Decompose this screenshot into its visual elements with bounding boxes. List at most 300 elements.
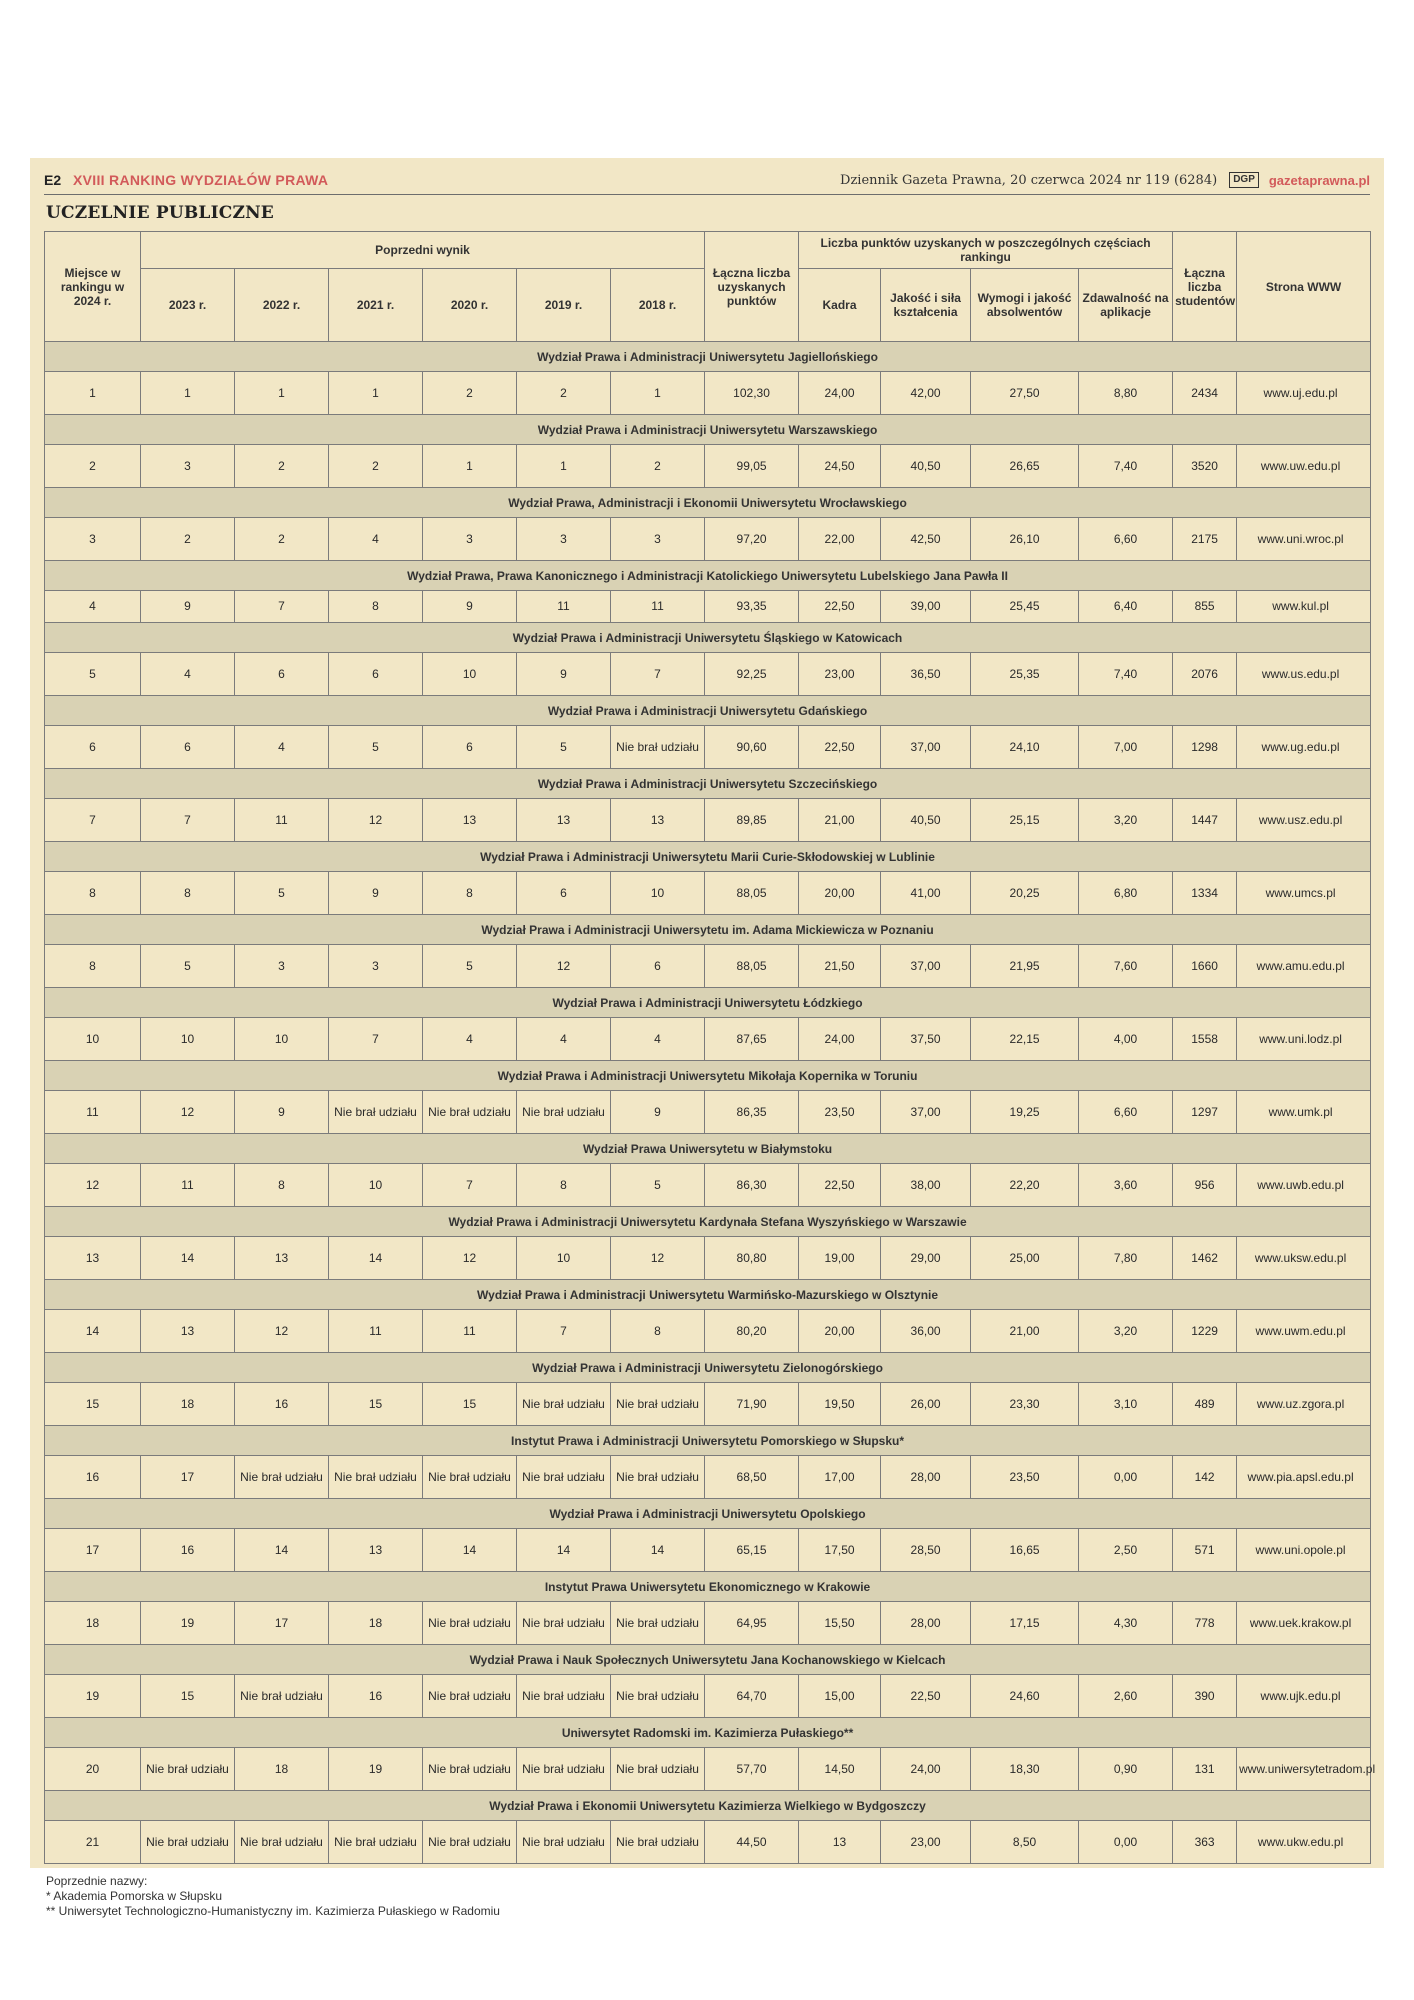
cell-prev-2021: 7 — [329, 1018, 423, 1061]
faculty-name-row — [45, 415, 1371, 445]
cell-prev-2022: 7 — [235, 591, 329, 623]
cell-total-points: 86,30 — [705, 1164, 799, 1207]
cell-students-count: 855 — [1173, 591, 1237, 623]
faculty-name: Wydział Prawa i Administracji Uniwersytetu Jagiellońskiego — [45, 342, 1371, 372]
cell-total-points: 90,60 — [705, 726, 799, 769]
header-year-2021: 2021 r. — [329, 269, 423, 342]
cell-prev-2018: Nie brał udziału — [611, 1675, 705, 1718]
cell-www-link[interactable]: www.uksw.edu.pl — [1237, 1237, 1371, 1280]
cell-education-points: 22,50 — [881, 1675, 971, 1718]
cell-graduate-points: 25,00 — [971, 1237, 1079, 1280]
cell-prev-2019: Nie brał udziału — [517, 1748, 611, 1791]
cell-education-points: 28,50 — [881, 1529, 971, 1572]
cell-pass-rate-points: 8,80 — [1079, 372, 1173, 415]
faculty-name-row — [45, 1207, 1371, 1237]
cell-prev-2018: 1 — [611, 372, 705, 415]
cell-students-count: 1229 — [1173, 1310, 1237, 1353]
faculty-name: Wydział Prawa i Administracji Uniwersytetu Warszawskiego — [45, 415, 1371, 445]
page-header — [44, 168, 1370, 195]
cell-prev-2023: 14 — [141, 1237, 235, 1280]
cell-prev-2018: 10 — [611, 872, 705, 915]
cell-prev-2019: 11 — [517, 591, 611, 623]
cell-students-count: 1298 — [1173, 726, 1237, 769]
cell-prev-2023: 7 — [141, 799, 235, 842]
cell-prev-2022: 17 — [235, 1602, 329, 1645]
table-row — [45, 1164, 1371, 1207]
cell-prev-2019: 14 — [517, 1529, 611, 1572]
cell-prev-2018: 13 — [611, 799, 705, 842]
faculty-name-row — [45, 696, 1371, 726]
cell-prev-2019: Nie brał udziału — [517, 1821, 611, 1864]
cell-prev-2021: 3 — [329, 945, 423, 988]
cell-prev-2021: 18 — [329, 1602, 423, 1645]
cell-prev-2020: 11 — [423, 1310, 517, 1353]
cell-prev-2022: 9 — [235, 1091, 329, 1134]
table-row — [45, 518, 1371, 561]
faculty-name: Instytut Prawa Uniwersytetu Ekonomicznego w Krakowie — [45, 1572, 1371, 1602]
site-link[interactable]: gazetaprawna.pl — [1268, 172, 1370, 188]
header-parts: Liczba punktów uzyskanych w poszczególnych częściach rankingu — [799, 232, 1173, 269]
cell-prev-2019: 10 — [517, 1237, 611, 1280]
dgp-logo: DGP — [1229, 172, 1259, 188]
cell-pass-rate-points: 3,20 — [1079, 799, 1173, 842]
cell-pass-rate-points: 3,60 — [1079, 1164, 1173, 1207]
cell-prev-2022: 16 — [235, 1383, 329, 1426]
cell-graduate-points: 26,10 — [971, 518, 1079, 561]
faculty-name: Wydział Prawa i Nauk Społecznych Uniwersytetu Jana Kochanowskiego w Kielcach — [45, 1645, 1371, 1675]
cell-rank-2024: 18 — [45, 1602, 141, 1645]
header-students: Łączna liczba studentów — [1173, 232, 1237, 342]
cell-pass-rate-points: 2,50 — [1079, 1529, 1173, 1572]
faculty-name-row — [45, 1426, 1371, 1456]
cell-pass-rate-points: 0,00 — [1079, 1456, 1173, 1499]
faculty-name-row — [45, 988, 1371, 1018]
cell-prev-2023: 8 — [141, 872, 235, 915]
cell-prev-2021: 19 — [329, 1748, 423, 1791]
cell-www-link[interactable]: www.uz.zgora.pl — [1237, 1383, 1371, 1426]
cell-students-count: 1447 — [1173, 799, 1237, 842]
cell-rank-2024: 10 — [45, 1018, 141, 1061]
cell-education-points: 23,00 — [881, 1821, 971, 1864]
cell-kadra-points: 22,00 — [799, 518, 881, 561]
cell-rank-2024: 12 — [45, 1164, 141, 1207]
cell-prev-2018: Nie brał udziału — [611, 726, 705, 769]
cell-prev-2018: 8 — [611, 1310, 705, 1353]
header-year-2023: 2023 r. — [141, 269, 235, 342]
faculty-name: Wydział Prawa i Administracji Uniwersytetu Zielonogórskiego — [45, 1353, 1371, 1383]
cell-prev-2019: 12 — [517, 945, 611, 988]
table-row — [45, 1383, 1371, 1426]
cell-kadra-points: 13 — [799, 1821, 881, 1864]
cell-prev-2023: 18 — [141, 1383, 235, 1426]
faculty-name-row — [45, 1280, 1371, 1310]
cell-prev-2022: 3 — [235, 945, 329, 988]
cell-students-count: 1558 — [1173, 1018, 1237, 1061]
cell-www-link[interactable]: www.uni.wroc.pl — [1237, 518, 1371, 561]
header-year-2022: 2022 r. — [235, 269, 329, 342]
cell-rank-2024: 1 — [45, 372, 141, 415]
header-graduate-requirements: Wymogi i jakość absolwentów — [971, 269, 1079, 342]
cell-prev-2018: 11 — [611, 591, 705, 623]
cell-graduate-points: 21,95 — [971, 945, 1079, 988]
cell-rank-2024: 15 — [45, 1383, 141, 1426]
cell-www-link[interactable]: www.uni.opole.pl — [1237, 1529, 1371, 1572]
cell-prev-2023: 6 — [141, 726, 235, 769]
cell-prev-2019: Nie brał udziału — [517, 1456, 611, 1499]
cell-total-points: 64,95 — [705, 1602, 799, 1645]
cell-pass-rate-points: 6,60 — [1079, 1091, 1173, 1134]
cell-rank-2024: 5 — [45, 653, 141, 696]
cell-prev-2019: 4 — [517, 1018, 611, 1061]
cell-graduate-points: 20,25 — [971, 872, 1079, 915]
table-row — [45, 1018, 1371, 1061]
cell-prev-2022: Nie brał udziału — [235, 1456, 329, 1499]
cell-education-points: 36,50 — [881, 653, 971, 696]
cell-prev-2022: 13 — [235, 1237, 329, 1280]
cell-total-points: 86,35 — [705, 1091, 799, 1134]
ranking-title: XVIII RANKING WYDZIAŁÓW PRAWA — [73, 172, 329, 188]
table-row — [45, 945, 1371, 988]
cell-total-points: 87,65 — [705, 1018, 799, 1061]
cell-prev-2023: 19 — [141, 1602, 235, 1645]
faculty-name-row — [45, 1499, 1371, 1529]
cell-kadra-points: 24,00 — [799, 1018, 881, 1061]
cell-prev-2022: Nie brał udziału — [235, 1821, 329, 1864]
cell-rank-2024: 17 — [45, 1529, 141, 1572]
cell-prev-2018: 2 — [611, 445, 705, 488]
cell-www-link[interactable]: www.umk.pl — [1237, 1091, 1371, 1134]
cell-www-link[interactable]: www.umcs.pl — [1237, 872, 1371, 915]
cell-prev-2022: 2 — [235, 445, 329, 488]
cell-prev-2023: 4 — [141, 653, 235, 696]
footnote-heading: Poprzednie nazwy: — [46, 1874, 148, 1888]
cell-prev-2019: Nie brał udziału — [517, 1383, 611, 1426]
cell-prev-2020: 12 — [423, 1237, 517, 1280]
cell-prev-2020: 13 — [423, 799, 517, 842]
cell-pass-rate-points: 4,30 — [1079, 1602, 1173, 1645]
cell-rank-2024: 7 — [45, 799, 141, 842]
cell-education-points: 39,00 — [881, 591, 971, 623]
cell-prev-2018: 6 — [611, 945, 705, 988]
cell-rank-2024: 4 — [45, 591, 141, 623]
faculty-name: Wydział Prawa i Administracji Uniwersytetu Szczecińskiego — [45, 769, 1371, 799]
cell-www-link[interactable]: www.ug.edu.pl — [1237, 726, 1371, 769]
faculty-name-row — [45, 1645, 1371, 1675]
cell-students-count: 571 — [1173, 1529, 1237, 1572]
cell-students-count: 2434 — [1173, 372, 1237, 415]
cell-prev-2021: 14 — [329, 1237, 423, 1280]
cell-prev-2022: 8 — [235, 1164, 329, 1207]
table-row — [45, 372, 1371, 415]
cell-prev-2023: 16 — [141, 1529, 235, 1572]
header-total-points: Łączna liczba uzyskanych punktów — [705, 232, 799, 342]
cell-prev-2019: Nie brał udziału — [517, 1602, 611, 1645]
cell-education-points: 42,00 — [881, 372, 971, 415]
cell-kadra-points: 24,50 — [799, 445, 881, 488]
cell-prev-2023: 12 — [141, 1091, 235, 1134]
cell-education-points: 36,00 — [881, 1310, 971, 1353]
cell-rank-2024: 8 — [45, 872, 141, 915]
cell-total-points: 65,15 — [705, 1529, 799, 1572]
cell-pass-rate-points: 3,20 — [1079, 1310, 1173, 1353]
cell-prev-2023: 17 — [141, 1456, 235, 1499]
cell-graduate-points: 23,50 — [971, 1456, 1079, 1499]
cell-prev-2021: 4 — [329, 518, 423, 561]
cell-rank-2024: 19 — [45, 1675, 141, 1718]
cell-www-link[interactable]: www.uj.edu.pl — [1237, 372, 1371, 415]
ranking-table-body — [45, 342, 1376, 1864]
cell-graduate-points: 19,25 — [971, 1091, 1079, 1134]
cell-graduate-points: 17,15 — [971, 1602, 1079, 1645]
cell-prev-2022: 5 — [235, 872, 329, 915]
cell-education-points: 41,00 — [881, 872, 971, 915]
cell-pass-rate-points: 6,40 — [1079, 591, 1173, 623]
cell-students-count: 778 — [1173, 1602, 1237, 1645]
cell-prev-2021: 16 — [329, 1675, 423, 1718]
faculty-name-row — [45, 1353, 1371, 1383]
cell-graduate-points: 24,10 — [971, 726, 1079, 769]
cell-kadra-points: 14,50 — [799, 1748, 881, 1791]
cell-www-link[interactable]: www.us.edu.pl — [1237, 653, 1371, 696]
cell-prev-2023: 15 — [141, 1675, 235, 1718]
cell-prev-2022: 2 — [235, 518, 329, 561]
cell-pass-rate-points: 7,00 — [1079, 726, 1173, 769]
cell-students-count: 1660 — [1173, 945, 1237, 988]
cell-prev-2020: 9 — [423, 591, 517, 623]
cell-prev-2020: Nie brał udziału — [423, 1456, 517, 1499]
cell-prev-2021: 2 — [329, 445, 423, 488]
cell-www-link[interactable]: www.ujk.edu.pl — [1237, 1675, 1371, 1718]
cell-prev-2022: 11 — [235, 799, 329, 842]
cell-prev-2018: 9 — [611, 1091, 705, 1134]
cell-total-points: 97,20 — [705, 518, 799, 561]
faculty-name-row — [45, 842, 1371, 872]
table-row — [45, 1821, 1371, 1864]
faculty-name: Wydział Prawa i Administracji Uniwersytetu Opolskiego — [45, 1499, 1371, 1529]
cell-prev-2018: 14 — [611, 1529, 705, 1572]
cell-education-points: 37,00 — [881, 726, 971, 769]
cell-prev-2018: Nie brał udziału — [611, 1602, 705, 1645]
cell-kadra-points: 17,50 — [799, 1529, 881, 1572]
cell-kadra-points: 19,50 — [799, 1383, 881, 1426]
cell-prev-2019: Nie brał udziału — [517, 1675, 611, 1718]
cell-prev-2018: Nie brał udziału — [611, 1748, 705, 1791]
cell-graduate-points: 25,35 — [971, 653, 1079, 696]
cell-www-link[interactable]: www.uek.krakow.pl — [1237, 1602, 1371, 1645]
cell-prev-2018: 4 — [611, 1018, 705, 1061]
cell-prev-2022: 14 — [235, 1529, 329, 1572]
cell-prev-2018: 5 — [611, 1164, 705, 1207]
faculty-name-row — [45, 1572, 1371, 1602]
cell-www-link[interactable]: www.usz.edu.pl — [1237, 799, 1371, 842]
cell-www-link[interactable]: www.amu.edu.pl — [1237, 945, 1371, 988]
cell-students-count: 131 — [1173, 1748, 1237, 1791]
cell-prev-2020: 4 — [423, 1018, 517, 1061]
cell-total-points: 88,05 — [705, 945, 799, 988]
faculty-name-row — [45, 561, 1371, 591]
cell-www-link[interactable]: www.uw.edu.pl — [1237, 445, 1371, 488]
cell-prev-2021: 11 — [329, 1310, 423, 1353]
cell-prev-2020: Nie brał udziału — [423, 1675, 517, 1718]
cell-prev-2021: 5 — [329, 726, 423, 769]
faculty-name: Wydział Prawa i Administracji Uniwersytetu Mikołaja Kopernika w Toruniu — [45, 1061, 1371, 1091]
cell-prev-2020: 10 — [423, 653, 517, 696]
table-row — [45, 653, 1371, 696]
cell-rank-2024: 13 — [45, 1237, 141, 1280]
cell-kadra-points: 15,00 — [799, 1675, 881, 1718]
cell-prev-2023: 2 — [141, 518, 235, 561]
cell-prev-2018: Nie brał udziału — [611, 1821, 705, 1864]
cell-www-link[interactable]: www.pia.apsl.edu.pl — [1237, 1456, 1371, 1499]
faculty-name: Wydział Prawa i Administracji Uniwersytetu Kardynała Stefana Wyszyńskiego w Warszawie — [45, 1207, 1371, 1237]
faculty-name-row — [45, 915, 1371, 945]
cell-kadra-points: 20,00 — [799, 872, 881, 915]
cell-total-points: 80,20 — [705, 1310, 799, 1353]
cell-education-points: 40,50 — [881, 445, 971, 488]
cell-education-points: 37,50 — [881, 1018, 971, 1061]
cell-prev-2019: Nie brał udziału — [517, 1091, 611, 1134]
footnote-1: * Akademia Pomorska w Słupsku — [46, 1889, 223, 1903]
cell-students-count: 1297 — [1173, 1091, 1237, 1134]
cell-prev-2020: Nie brał udziału — [423, 1602, 517, 1645]
cell-prev-2022: 12 — [235, 1310, 329, 1353]
faculty-name: Wydział Prawa, Prawa Kanonicznego i Administracji Katolickiego Uniwersytetu Lubelskiego Jana Pawła II — [45, 561, 1371, 591]
cell-prev-2020: 14 — [423, 1529, 517, 1572]
table-row — [45, 1748, 1371, 1791]
cell-students-count: 1334 — [1173, 872, 1237, 915]
table-row — [45, 1456, 1371, 1499]
cell-www-link[interactable]: www.uwb.edu.pl — [1237, 1164, 1371, 1207]
cell-www-link[interactable]: www.uniwersytetradom.pl — [1237, 1748, 1371, 1791]
cell-kadra-points: 23,50 — [799, 1091, 881, 1134]
cell-graduate-points: 22,20 — [971, 1164, 1079, 1207]
cell-prev-2020: 1 — [423, 445, 517, 488]
cell-education-points: 29,00 — [881, 1237, 971, 1280]
cell-students-count: 390 — [1173, 1675, 1237, 1718]
faculty-name: Wydział Prawa i Administracji Uniwersytetu Marii Curie-Skłodowskiej w Lublinie — [45, 842, 1371, 872]
cell-kadra-points: 17,00 — [799, 1456, 881, 1499]
table-row — [45, 591, 1371, 623]
cell-prev-2019: 9 — [517, 653, 611, 696]
cell-education-points: 37,00 — [881, 1091, 971, 1134]
cell-education-points: 42,50 — [881, 518, 971, 561]
cell-education-points: 24,00 — [881, 1748, 971, 1791]
cell-prev-2019: 5 — [517, 726, 611, 769]
cell-education-points: 26,00 — [881, 1383, 971, 1426]
cell-pass-rate-points: 2,60 — [1079, 1675, 1173, 1718]
cell-www-link[interactable]: www.ukw.edu.pl — [1237, 1821, 1371, 1864]
cell-education-points: 38,00 — [881, 1164, 971, 1207]
table-row — [45, 1602, 1371, 1645]
cell-rank-2024: 20 — [45, 1748, 141, 1791]
cell-prev-2019: 13 — [517, 799, 611, 842]
cell-pass-rate-points: 7,40 — [1079, 653, 1173, 696]
cell-rank-2024: 21 — [45, 1821, 141, 1864]
header-education-quality: Jakość i siła kształcenia — [881, 269, 971, 342]
cell-students-count: 2175 — [1173, 518, 1237, 561]
cell-rank-2024: 6 — [45, 726, 141, 769]
cell-total-points: 68,50 — [705, 1456, 799, 1499]
cell-prev-2019: 1 — [517, 445, 611, 488]
faculty-name: Instytut Prawa i Administracji Uniwersytetu Pomorskiego w Słupsku* — [45, 1426, 1371, 1456]
newspaper-page — [30, 158, 1384, 1918]
cell-prev-2020: 15 — [423, 1383, 517, 1426]
cell-prev-2019: 8 — [517, 1164, 611, 1207]
header-year-2018: 2018 r. — [611, 269, 705, 342]
faculty-name: Wydział Prawa i Administracji Uniwersytetu Śląskiego w Katowicach — [45, 623, 1371, 653]
cell-pass-rate-points: 0,00 — [1079, 1821, 1173, 1864]
faculty-name: Wydział Prawa i Ekonomii Uniwersytetu Kazimierza Wielkiego w Bydgoszczy — [45, 1791, 1371, 1821]
cell-students-count: 2076 — [1173, 653, 1237, 696]
cell-rank-2024: 14 — [45, 1310, 141, 1353]
cell-kadra-points: 21,00 — [799, 799, 881, 842]
cell-prev-2021: 10 — [329, 1164, 423, 1207]
cell-graduate-points: 21,00 — [971, 1310, 1079, 1353]
table-row — [45, 1310, 1371, 1353]
cell-prev-2022: 6 — [235, 653, 329, 696]
header-kadra: Kadra — [799, 269, 881, 342]
cell-total-points: 93,35 — [705, 591, 799, 623]
cell-prev-2021: 1 — [329, 372, 423, 415]
page-header-left — [44, 172, 328, 188]
cell-students-count: 956 — [1173, 1164, 1237, 1207]
cell-prev-2020: Nie brał udziału — [423, 1821, 517, 1864]
cell-prev-2023: 10 — [141, 1018, 235, 1061]
table-row — [45, 799, 1371, 842]
cell-prev-2023: 11 — [141, 1164, 235, 1207]
header-www: Strona WWW — [1237, 232, 1371, 342]
cell-prev-2021: Nie brał udziału — [329, 1091, 423, 1134]
faculty-name-row — [45, 769, 1371, 799]
header-rank: Miejsce w rankingu w 2024 r. — [45, 232, 141, 342]
cell-graduate-points: 23,30 — [971, 1383, 1079, 1426]
cell-prev-2020: 7 — [423, 1164, 517, 1207]
table-row — [45, 1675, 1371, 1718]
faculty-name: Wydział Prawa i Administracji Uniwersytetu Gdańskiego — [45, 696, 1371, 726]
cell-prev-2020: 6 — [423, 726, 517, 769]
cell-prev-2023: 9 — [141, 591, 235, 623]
cell-www-link[interactable]: www.uni.lodz.pl — [1237, 1018, 1371, 1061]
faculty-name-row — [45, 1061, 1371, 1091]
cell-prev-2021: 9 — [329, 872, 423, 915]
cell-prev-2018: 3 — [611, 518, 705, 561]
cell-total-points: 88,05 — [705, 872, 799, 915]
faculty-name-row — [45, 1791, 1371, 1821]
cell-www-link[interactable]: www.kul.pl — [1237, 591, 1371, 623]
cell-prev-2019: 6 — [517, 872, 611, 915]
cell-prev-2021: 8 — [329, 591, 423, 623]
publication-info: Dziennik Gazeta Prawna, 20 czerwca 2024 nr 119 (6284) — [840, 172, 1218, 188]
cell-prev-2022: 18 — [235, 1748, 329, 1791]
cell-total-points: 102,30 — [705, 372, 799, 415]
cell-www-link[interactable]: www.uwm.edu.pl — [1237, 1310, 1371, 1353]
section-title: UCZELNIE PUBLICZNE — [46, 203, 274, 223]
cell-prev-2023: 1 — [141, 372, 235, 415]
table-row — [45, 445, 1371, 488]
cell-pass-rate-points: 6,60 — [1079, 518, 1173, 561]
cell-prev-2021: 15 — [329, 1383, 423, 1426]
page-code: E2 — [44, 172, 62, 188]
faculty-name: Uniwersytet Radomski im. Kazimierza Pułaskiego** — [45, 1718, 1371, 1748]
header-bar-exam-pass-rate: Zdawalność na aplikacje — [1079, 269, 1173, 342]
cell-prev-2018: Nie brał udziału — [611, 1383, 705, 1426]
cell-students-count: 489 — [1173, 1383, 1237, 1426]
cell-rank-2024: 2 — [45, 445, 141, 488]
page-header-right — [840, 172, 1370, 188]
faculty-name: Wydział Prawa Uniwersytetu w Białymstoku — [45, 1134, 1371, 1164]
cell-graduate-points: 26,65 — [971, 445, 1079, 488]
cell-total-points: 64,70 — [705, 1675, 799, 1718]
